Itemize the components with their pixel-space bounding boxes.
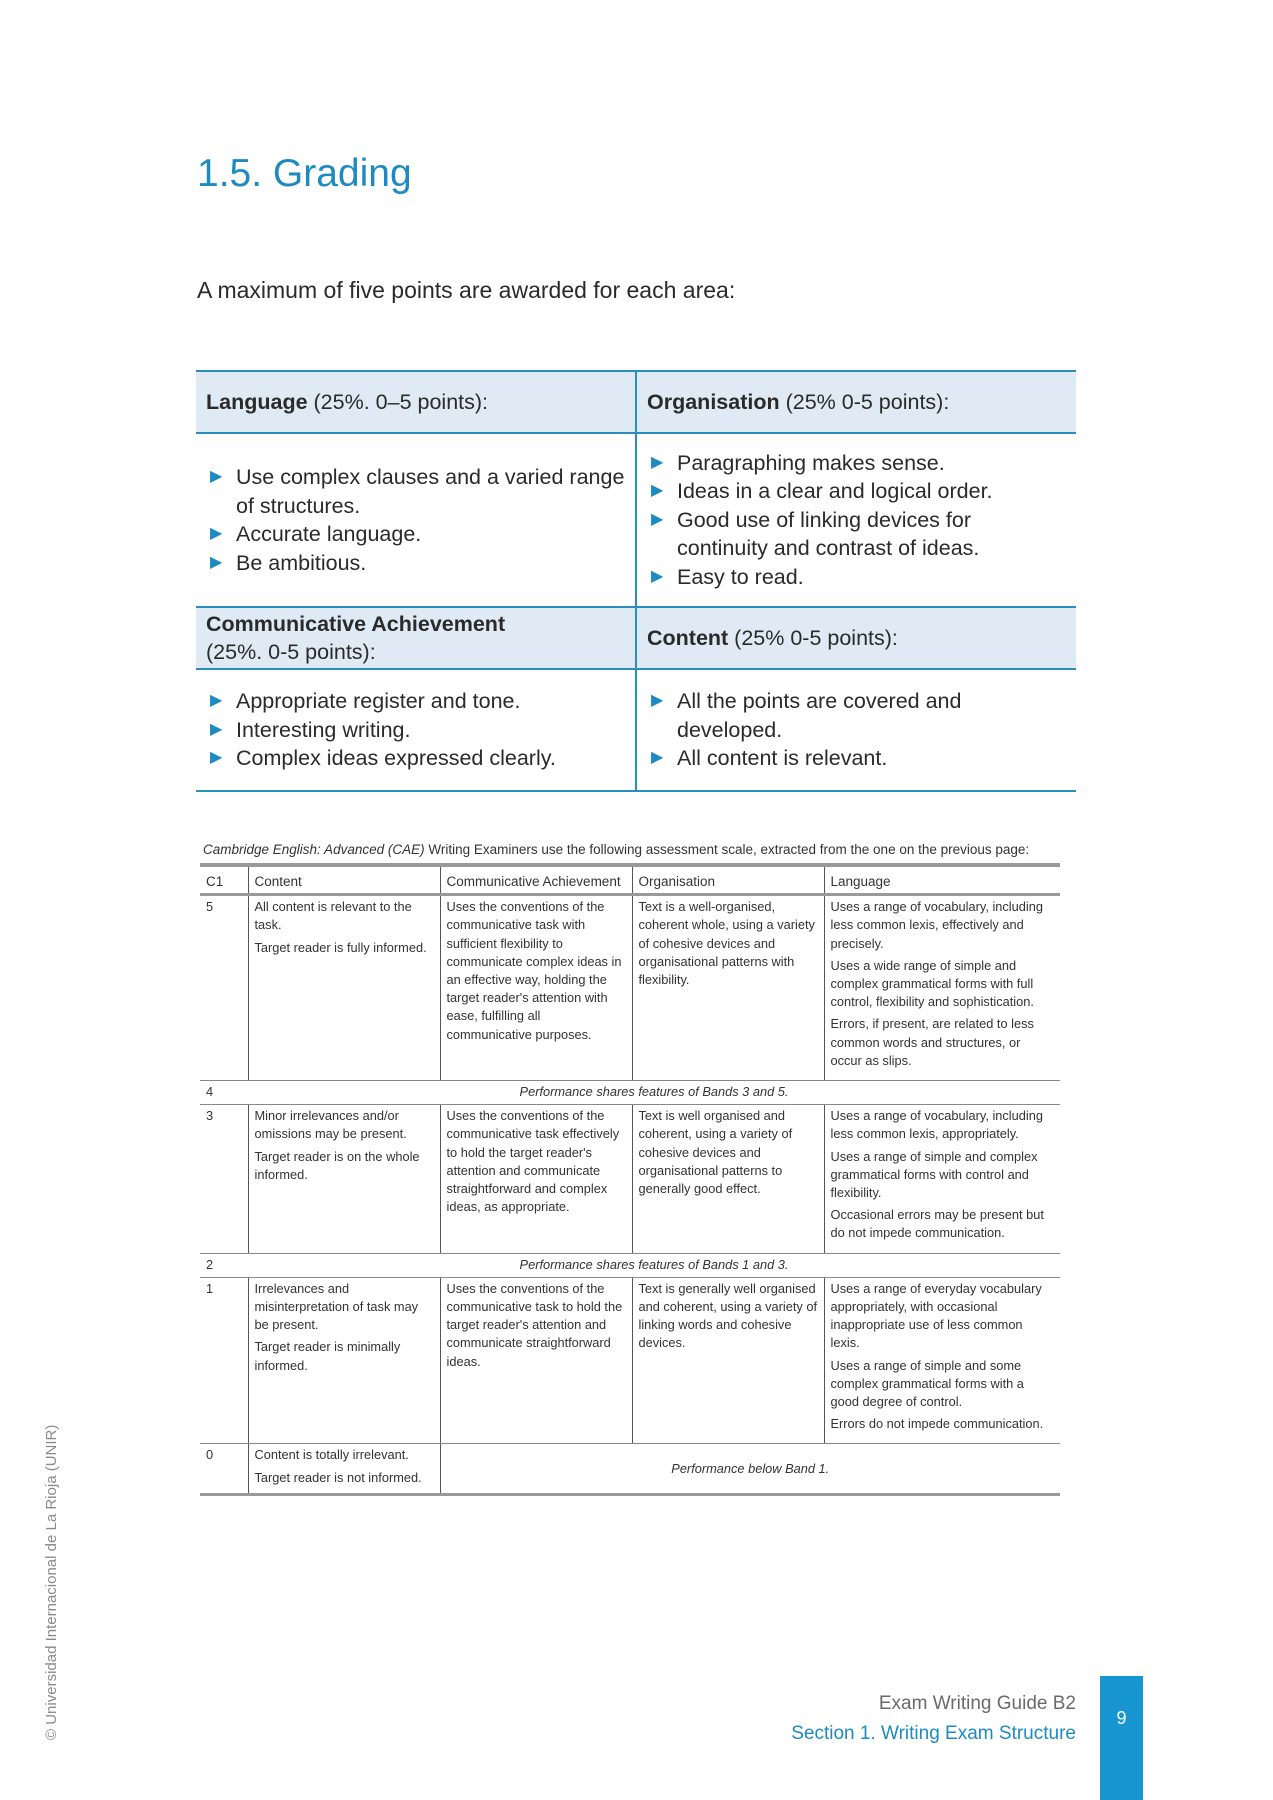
- table-row: 0 Content is totally irrelevant. Target reader is not informed. Performance below Band 1.: [200, 1444, 1060, 1494]
- column-header-content: Content: [248, 865, 440, 895]
- list-item: ▶ Interesting writing.: [206, 716, 625, 745]
- bullet-arrow-icon: ▶: [651, 749, 664, 767]
- table-row: 5 All content is relevant to the task. Target reader is fully informed. Uses the conventions of the communicative task with sufficient flexibility to communicate complex ideas in an effective way, holding the target reader's attention with ease, fulfilling all communicative purposes. Text is a well-organised, coherent whole, using a variety of cohesive devices and organisational patterns with flexibility. Uses a range of vocabulary, including less common lexis, effectively and precisely. Uses a wide range of simple and complex grammatical forms with full control, flexibility and sophistication. Errors, if present, are related to less common words and structures, or occur as slips.: [200, 895, 1060, 1081]
- organisation-header: Organisation (25% 0-5 points):: [636, 371, 1076, 433]
- list-item: ▶ All content is relevant.: [647, 744, 1066, 773]
- column-header-language: Language: [824, 865, 1060, 895]
- bullet-arrow-icon: ▶: [210, 525, 223, 542]
- table-row: 2 Performance shares features of Bands 1 and 3.: [200, 1253, 1060, 1277]
- communicative-criteria: [196, 669, 636, 791]
- page-number-box: [1100, 1676, 1143, 1800]
- bullet-arrow-icon: ▶: [210, 720, 223, 738]
- table-row: 3 Minor irrelevances and/or omissions may be present. Target reader is on the whole informed. Uses the conventions of the communicative task effectively to hold the target reader's attention and communicate straightforward and complex ideas, as appropriate. Text is well organised and coherent, using a variety of cohesive devices and organisational patterns to generally good effect. Uses a range of vocabulary, including less common lexis, appropriately. Uses a range of simple and complex grammatical forms with control and flexibility. Occasional errors may be present but do not impede communication.: [200, 1105, 1060, 1253]
- list-item: ▶ Complex ideas expressed clearly.: [206, 744, 625, 773]
- table-row: 1 Irrelevances and misinterpretation of task may be present. Target reader is minimally informed. Uses the conventions of the communicative task to hold the target reader's attention and communicate straightforward ideas. Text is generally well organised and coherent, using a variety of linking words and cohesive devices. Uses a range of everyday vocabulary appropriately, with occasional inappropriate use of less common lexis. Uses a range of simple and some complex grammatical forms with a good degree of control. Errors do not impede communication.: [200, 1277, 1060, 1444]
- list-item: ▶ All the points are covered and developed.: [651, 689, 962, 742]
- table-row: 4 Performance shares features of Bands 3 and 5.: [200, 1081, 1060, 1105]
- bullet-arrow-icon: ▶: [210, 553, 223, 571]
- bullet-arrow-icon: ▶: [210, 468, 223, 485]
- content-header: Content (25% 0-5 points):: [636, 607, 1076, 669]
- footer-guide-title: Exam Writing Guide B2: [878, 1693, 1076, 1714]
- content-criteria: [636, 669, 1076, 791]
- copyright-side-text: © Universidad Internacional de La Rioja (UNIR): [43, 1424, 60, 1740]
- list-item: ▶ Good use of linking devices for continuity and contrast of ideas.: [651, 507, 980, 561]
- table-header-row: [200, 865, 1060, 895]
- list-item: ▶ Be ambitious.: [206, 549, 625, 578]
- bullet-arrow-icon: ▶: [210, 692, 223, 710]
- column-header-organisation: Organisation: [632, 865, 824, 895]
- assessment-scale: [200, 842, 1060, 1496]
- bullet-arrow-icon: ▶: [651, 692, 664, 710]
- assessment-scale-table: [200, 863, 1060, 1496]
- language-header: Language (25%. 0–5 points):: [196, 371, 636, 433]
- list-item: ▶ Ideas in a clear and logical order.: [647, 477, 1066, 506]
- scale-note: Cambridge English: Advanced (CAE) Writing Examiners use the following assessment scale, extracted from the one on the previous page:: [203, 842, 1030, 857]
- communicative-header: Communicative Achievement (25%. 0-5 points):: [196, 607, 636, 669]
- bullet-arrow-icon: ▶: [210, 749, 223, 767]
- footer-section-title: Section 1. Writing Exam Structure: [791, 1723, 1076, 1744]
- list-item: ▶ Paragraphing makes sense.: [647, 449, 1066, 478]
- page-title: 1.5. Grading: [197, 152, 412, 195]
- list-item: ▶ Use complex clauses and a varied range of structures.: [210, 465, 625, 518]
- bullet-arrow-icon: ▶: [651, 567, 664, 585]
- list-item: ▶ Accurate language.: [206, 520, 625, 549]
- page-number: 9: [1116, 1708, 1127, 1728]
- organisation-criteria: [636, 433, 1076, 607]
- bullet-arrow-icon: ▶: [651, 453, 664, 471]
- intro-text: A maximum of five points are awarded for each area:: [197, 277, 736, 303]
- list-item: ▶ Easy to read.: [647, 563, 1066, 592]
- bullet-arrow-icon: ▶: [651, 510, 664, 528]
- column-header-communicative: Communicative Achievement: [440, 865, 632, 895]
- bullet-arrow-icon: ▶: [651, 482, 664, 500]
- list-item: ▶ Appropriate register and tone.: [206, 687, 625, 716]
- grading-criteria-table: [196, 370, 1076, 792]
- language-criteria: [196, 433, 636, 607]
- column-header-c1: C1: [200, 865, 248, 895]
